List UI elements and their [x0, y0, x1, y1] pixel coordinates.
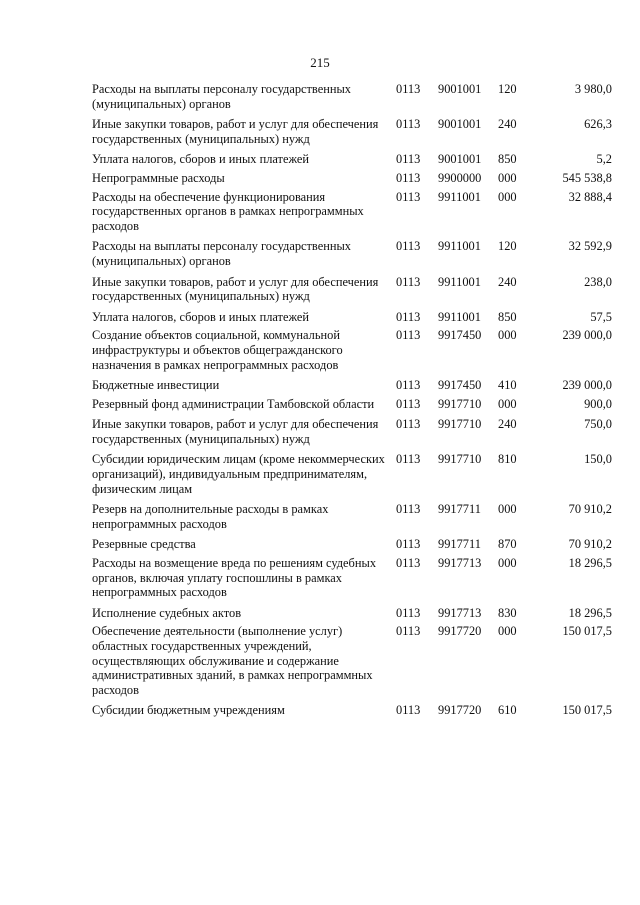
target-code: 9001001	[438, 117, 482, 132]
target-code: 9911001	[438, 239, 481, 254]
amount: 150 017,5	[562, 703, 612, 718]
expense-name: Уплата налогов, сборов и иных платежей	[92, 309, 310, 324]
expense-type: 830	[498, 605, 517, 620]
expense-name: Обеспечение деятельности (выполнение услуг) областных государственных учреждений, осуществляющих обслуживание и содержание административных зданий, в рамках непрограммных расходов	[92, 624, 373, 697]
table-row	[92, 82, 612, 117]
amount: 239 000,0	[562, 328, 612, 343]
target-code: 9001001	[438, 82, 482, 96]
target-code: 9917710	[438, 396, 482, 411]
section-code: 0113	[396, 605, 421, 620]
target-code: 9917710	[438, 452, 482, 467]
target-code: 9917720	[438, 703, 482, 718]
table-row	[92, 606, 612, 625]
expense-name: Иные закупки товаров, работ и услуг для обеспечения государственных (муниципальных) нужд	[92, 417, 379, 446]
expense-type: 870	[498, 537, 517, 552]
section-code: 0113	[396, 452, 421, 467]
target-code: 9917711	[438, 537, 481, 552]
table-row	[92, 378, 612, 397]
expense-name: Бюджетные инвестиции	[92, 378, 220, 393]
expense-type: 120	[498, 239, 517, 254]
section-code: 0113	[396, 378, 421, 393]
table-row	[92, 397, 612, 418]
target-code: 9917450	[438, 378, 482, 393]
expense-type: 000	[498, 624, 517, 639]
expense-type: 240	[498, 117, 517, 132]
expense-name: Иные закупки товаров, работ и услуг для обеспечения государственных (муниципальных) нужд	[92, 117, 379, 146]
amount: 150 017,5	[562, 624, 612, 639]
expense-name: Расходы на обеспечение функционирования государственных органов в рамках непрограммных расходов	[92, 189, 364, 233]
amount: 57,5	[590, 309, 612, 324]
table-row	[92, 703, 612, 722]
target-code: 9917713	[438, 605, 482, 620]
amount: 150,0	[584, 452, 612, 467]
expense-name: Субсидии бюджетным учреждениям	[92, 703, 285, 718]
amount: 18 296,5	[568, 605, 612, 620]
amount: 70 910,2	[568, 502, 612, 517]
target-code: 9001001	[438, 152, 482, 167]
expense-type: 000	[498, 396, 517, 411]
amount: 70 910,2	[568, 537, 612, 552]
expense-type: 240	[498, 417, 517, 432]
section-code: 0113	[396, 309, 421, 324]
amount: 900,0	[584, 396, 612, 411]
section-code: 0113	[396, 703, 421, 718]
budget-table	[92, 82, 612, 722]
expense-name: Исполнение судебных актов	[92, 605, 242, 620]
section-code: 0113	[396, 274, 421, 289]
expense-name: Иные закупки товаров, работ и услуг для обеспечения государственных (муниципальных) нужд	[92, 274, 379, 304]
amount: 239 000,0	[562, 378, 612, 393]
target-code: 9911001	[438, 309, 481, 324]
table-row	[92, 624, 612, 703]
amount: 626,3	[584, 117, 612, 132]
section-code: 0113	[396, 328, 421, 343]
section-code: 0113	[396, 556, 421, 571]
target-code: 9917710	[438, 417, 482, 432]
section-code: 0113	[396, 170, 421, 185]
amount: 18 296,5	[568, 556, 612, 571]
table-row	[92, 239, 612, 274]
target-code: 9917711	[438, 502, 481, 517]
expense-type: 000	[498, 189, 517, 204]
table-row	[92, 452, 612, 502]
section-code: 0113	[396, 82, 421, 96]
table-row	[92, 556, 612, 606]
page-number: 215	[310, 55, 330, 70]
expense-type: 410	[498, 378, 517, 393]
amount: 3 980,0	[574, 82, 612, 96]
expense-type: 000	[498, 328, 517, 343]
expense-name: Расходы на выплаты персоналу государственных (муниципальных) органов	[92, 82, 351, 111]
expense-name: Резервный фонд администрации Тамбовской области	[92, 396, 375, 411]
section-code: 0113	[396, 502, 421, 517]
expense-type: 810	[498, 452, 517, 467]
table-row	[92, 537, 612, 556]
expense-type: 850	[498, 152, 517, 167]
expense-name: Расходы на возмещение вреда по решениям судебных органов, включая уплату госпошлины в рамках непрограммных расходов	[92, 556, 377, 600]
expense-type: 120	[498, 82, 517, 96]
target-code: 9911001	[438, 274, 481, 289]
target-code: 9917713	[438, 556, 482, 571]
section-code: 0113	[396, 239, 421, 254]
table-row	[92, 117, 612, 152]
table-row	[92, 190, 612, 240]
section-code: 0113	[396, 396, 421, 411]
amount: 5,2	[596, 152, 612, 167]
expense-name: Создание объектов социальной, коммунальной инфраструктуры и объектов общегражданского назначения в рамках непрограммных расходов	[92, 328, 343, 372]
section-code: 0113	[396, 117, 421, 132]
amount: 32 592,9	[568, 239, 612, 254]
target-code: 9900000	[438, 170, 482, 185]
expense-name: Субсидии юридическим лицам (кроме некоммерческих организаций), индивидуальным предпринимателям, физическим лицам	[92, 452, 385, 496]
section-code: 0113	[396, 537, 421, 552]
table-row	[92, 328, 612, 378]
expense-name: Непрограммные расходы	[92, 170, 225, 185]
section-code: 0113	[396, 624, 421, 639]
expense-name: Резервные средства	[92, 537, 196, 552]
amount: 750,0	[584, 417, 612, 432]
section-code: 0113	[396, 417, 421, 432]
expense-name: Расходы на выплаты персоналу государственных (муниципальных) органов	[92, 239, 351, 268]
section-code: 0113	[396, 152, 421, 167]
table-row	[92, 171, 612, 190]
expense-name: Резерв на дополнительные расходы в рамках непрограммных расходов	[92, 502, 329, 531]
expense-name: Уплата налогов, сборов и иных платежей	[92, 152, 310, 167]
table-row	[92, 310, 612, 329]
expense-type: 850	[498, 309, 517, 324]
table-row	[92, 275, 612, 310]
table-row	[92, 417, 612, 452]
amount: 545 538,8	[562, 170, 612, 185]
table-row	[92, 502, 612, 537]
target-code: 9911001	[438, 189, 481, 204]
target-code: 9917450	[438, 328, 482, 343]
expense-type: 240	[498, 274, 517, 289]
table-row	[92, 152, 612, 171]
target-code: 9917720	[438, 624, 482, 639]
expense-type: 610	[498, 703, 517, 718]
amount: 238,0	[584, 274, 612, 289]
section-code: 0113	[396, 189, 421, 204]
expense-type: 000	[498, 556, 517, 571]
expense-type: 000	[498, 502, 517, 517]
expense-type: 000	[498, 170, 517, 185]
amount: 32 888,4	[568, 189, 612, 204]
